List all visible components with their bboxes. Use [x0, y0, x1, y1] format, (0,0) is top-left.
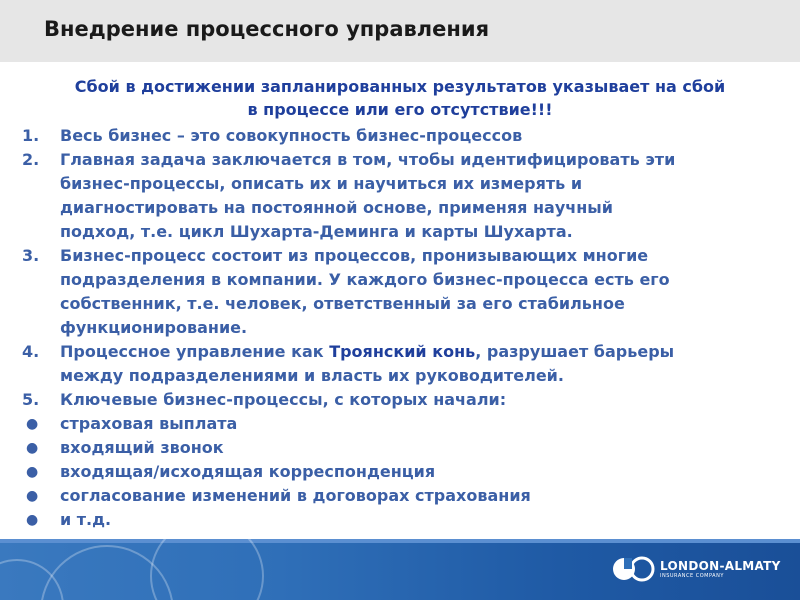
item-number: 2. — [22, 150, 40, 169]
item-number: 4. — [22, 342, 40, 361]
bullet-text: входящая/исходящая корреспонденция — [60, 462, 436, 481]
company-logo — [612, 556, 781, 582]
bullet-item — [0, 484, 800, 508]
item-text-part: Процессное управление как — [60, 342, 330, 361]
bullet-text: страховая выплата — [60, 414, 238, 433]
bullet-text: входящий звонок — [60, 438, 224, 457]
item-text: собственник, т.е. человек, ответственный за его стабильное — [60, 294, 625, 313]
bullet-item — [0, 436, 800, 460]
list-item-2 — [0, 148, 800, 244]
item-text: бизнес-процессы, описать их и научиться их измерять и — [60, 174, 583, 193]
bullet-icon: ● — [26, 416, 39, 432]
clock-decoration-icon — [0, 559, 64, 600]
logo-mark-icon — [612, 556, 656, 582]
list-item-4 — [0, 340, 800, 388]
slide-title: Внедрение процессного управления — [44, 17, 490, 41]
bullet-text: и т.д. — [60, 510, 112, 529]
item-number: 3. — [22, 246, 40, 265]
clock-decoration-icon — [150, 539, 264, 600]
item-text: подход, т.е. цикл Шухарта-Деминга и карты Шухарта. — [60, 222, 573, 241]
bullet-item — [0, 412, 800, 436]
bullet-item — [0, 460, 800, 484]
bullet-icon: ● — [26, 464, 39, 480]
item-text: Ключевые бизнес-процессы, с которых начали: — [60, 390, 507, 409]
bullet-item — [0, 508, 800, 532]
footer-stripe — [0, 539, 800, 543]
bullet-icon: ● — [26, 488, 39, 504]
bullet-icon: ● — [26, 440, 39, 456]
highlight-text: Троянский конь — [329, 342, 476, 361]
list-item-5 — [0, 388, 800, 412]
item-number: 5. — [22, 390, 40, 409]
bullet-icon: ● — [26, 512, 39, 528]
item-text — [60, 340, 800, 364]
item-text: функционирование. — [60, 318, 248, 337]
item-text: Весь бизнес – это совокупность бизнес-процессов — [60, 126, 523, 145]
content-list — [0, 124, 800, 532]
item-text-part: , разрушает барьеры — [475, 342, 675, 361]
item-text: Главная задача заключается в том, чтобы идентифицировать эти — [60, 150, 676, 169]
item-text: подразделения в компании. У каждого бизнес-процесса есть его — [60, 270, 670, 289]
list-item-1 — [0, 124, 800, 148]
logo-text — [660, 560, 781, 579]
logo-tagline: INSURANCE COMPANY — [660, 572, 724, 579]
item-text: Бизнес-процесс состоит из процессов, пронизывающих многие — [60, 246, 649, 265]
bullet-text: согласование изменений в договорах страхования — [60, 486, 531, 505]
item-text: диагностировать на постоянной основе, применяя научный — [60, 198, 613, 217]
subtitle — [0, 75, 800, 121]
subtitle-line: в процессе или его отсутствие!!! — [247, 100, 553, 119]
item-number: 1. — [22, 126, 40, 145]
list-item-3 — [0, 244, 800, 340]
item-text: между подразделениями и власть их руководителей. — [60, 366, 564, 385]
subtitle-line: Сбой в достижении запланированных результатов указывает на сбой — [74, 77, 726, 96]
logo-name: LONDON-ALMATY — [660, 558, 781, 573]
